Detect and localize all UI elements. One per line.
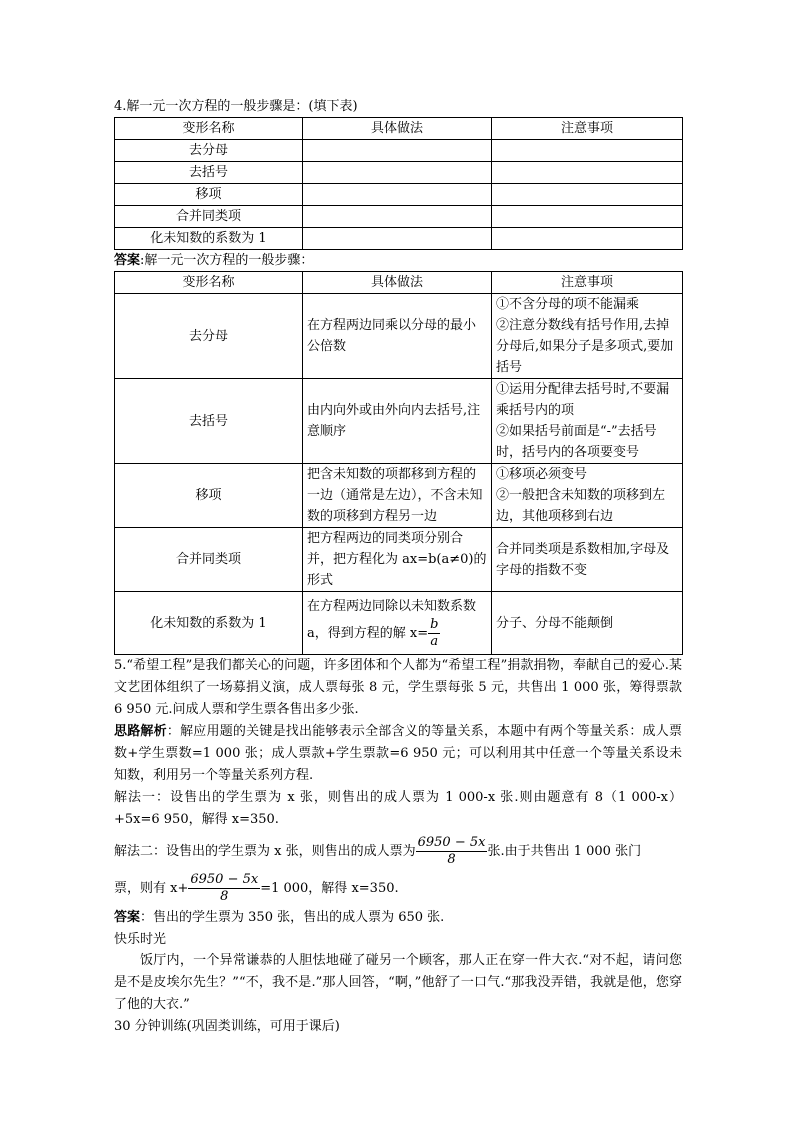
blank-cell[interactable]	[303, 140, 492, 162]
row-label: 去括号	[115, 162, 303, 184]
step-method: 把方程两边的同类项分别合并，把方程化为 ax=b(a≠0)的形式	[303, 528, 492, 592]
answer-table	[114, 271, 683, 655]
note: ②注意分数线有括号作用,去掉分母后,如果分子是多项式,要加括号	[496, 318, 674, 375]
fraction-numerator: 6950 − 5x	[190, 872, 259, 887]
fill-table	[114, 117, 683, 250]
answer-label: 答案	[114, 253, 141, 268]
blank-cell[interactable]	[492, 184, 683, 206]
row-label: 合并同类项	[115, 206, 303, 228]
table-header: 变形名称	[115, 272, 303, 294]
fraction-numerator: 6950 − 5x	[417, 835, 486, 850]
table-row	[115, 184, 683, 206]
step-method: 由内向外或由外向内去括号,注意顺序	[303, 379, 492, 464]
table-row	[115, 528, 683, 592]
table-row	[115, 140, 683, 162]
method-text: 在方程两边同除以未知数系数 a，得到方程的解 x=	[307, 599, 477, 641]
method2-text: 解法二：设售出的学生票为 x 张，则售出的成人票为	[114, 844, 416, 859]
happy-story: 饭厅内，一个异常谦恭的人胆怯地碰了碰另一个顾客，那人正在穿一件大衣.“对不起，请问您是不是皮埃尔先生？”“不，我不是.”那人回答，“啊，”他舒了一口气.“那我没弄错，我就是他，您穿了他的大衣.”	[114, 953, 682, 1012]
hint-text: ：解应用题的关键是找出能够表示全部含义的等量关系，本题中有两个等量关系：成人票数+学生票数=1 000 张；成人票款+学生票款=6 950 元；可以利用其中任意一个等量关系设未知数，利用另一个等量关系列方程.	[114, 724, 682, 783]
answer-title	[114, 250, 682, 271]
table-header: 注意事项	[492, 118, 683, 140]
step-name: 去括号	[115, 379, 303, 464]
blank-cell[interactable]	[303, 184, 492, 206]
table-row	[115, 228, 683, 250]
blank-cell[interactable]	[303, 162, 492, 184]
blank-cell[interactable]	[303, 206, 492, 228]
row-label: 化未知数的系数为 1	[115, 228, 303, 250]
fraction	[428, 617, 440, 650]
blank-cell[interactable]	[303, 228, 492, 250]
footer-title: 30 分钟训练(巩固类训练，可用于课后)	[114, 1019, 340, 1034]
blank-cell[interactable]	[492, 206, 683, 228]
step-name: 合并同类项	[115, 528, 303, 592]
row-label: 去分母	[115, 140, 303, 162]
table-row	[115, 592, 683, 655]
answer-label: 答案	[114, 910, 141, 925]
step-method: 把含未知数的项都移到方程的一边（通常是左边），不含未知数的项移到方程另一边	[303, 464, 492, 528]
note: ①不含分母的项不能漏乘	[496, 297, 640, 312]
q5-hint	[114, 721, 682, 787]
fraction-denominator: 8	[447, 852, 456, 867]
blank-cell[interactable]	[492, 228, 683, 250]
step-name: 去分母	[115, 294, 303, 379]
answer-title-text: :解一元一次方程的一般步骤：	[140, 253, 314, 268]
row-label: 移项	[115, 184, 303, 206]
answer-text: ：售出的学生票为 350 张，售出的成人票为 650 张.	[140, 910, 445, 925]
step-notes	[492, 464, 683, 528]
q4-title: 4.解一元一次方程的一般步骤是：(填下表)	[114, 99, 358, 114]
q5-method2	[114, 835, 682, 868]
fraction-denominator: 8	[220, 889, 229, 904]
table-row	[115, 379, 683, 464]
table-header: 变形名称	[115, 118, 303, 140]
step-notes	[492, 294, 683, 379]
step-notes: 合并同类项是系数相加,字母及字母的指数不变	[492, 528, 683, 592]
note: ②一般把含未知数的项移到左边，其他项移到右边	[496, 488, 666, 524]
step-name: 移项	[115, 464, 303, 528]
table-header: 具体做法	[303, 272, 492, 294]
note: ②如果括号前面是“-”去括号时，括号内的各项要变号	[496, 424, 657, 460]
fraction-denominator: a	[430, 634, 439, 649]
happy-title: 快乐时光	[114, 932, 167, 947]
q5-answer	[114, 907, 682, 929]
step-notes: 分子、分母不能颠倒	[492, 592, 683, 655]
q5-text: 5.“希望工程”是我们都关心的问题，许多团体和个人都为“希望工程”捐款捐物，奉献自己的爱心.某文艺团体组织了一场募捐义演，成人票每张 8 元，学生票每张 5 元，共售出 1 000 张，筹得票款 6 950 元.问成人票和学生票各售出多少张.	[114, 658, 682, 717]
method2-text: 票，则有 x+	[114, 881, 189, 896]
note: ①运用分配律去括号时,不要漏乘括号内的项	[496, 382, 670, 418]
hint-label: 思路解析	[114, 724, 167, 739]
fraction	[416, 835, 488, 868]
blank-cell[interactable]	[492, 140, 683, 162]
fraction	[188, 872, 260, 905]
q5-method1: 解法一：设售出的学生票为 x 张，则售出的成人票为 1 000-x 张.则由题意有 8（1 000-x）+5x=6 950，解得 x=350.	[114, 790, 682, 827]
table-row	[115, 464, 683, 528]
method2-text: 张.由于共售出 1 000 张门	[487, 844, 642, 859]
step-method: 在方程两边同乘以分母的最小公倍数	[303, 294, 492, 379]
fraction-numerator: b	[430, 617, 439, 632]
blank-cell[interactable]	[492, 162, 683, 184]
table-row	[115, 294, 683, 379]
q5-method2-cont	[114, 872, 682, 905]
page	[114, 96, 682, 1037]
note: ①移项必须变号	[496, 467, 588, 482]
table-header: 具体做法	[303, 118, 492, 140]
step-notes	[492, 379, 683, 464]
method2-text: =1 000，解得 x=350.	[260, 881, 399, 896]
table-header: 注意事项	[492, 272, 683, 294]
step-method	[303, 592, 492, 655]
table-row	[115, 206, 683, 228]
table-row	[115, 162, 683, 184]
step-name: 化未知数的系数为 1	[115, 592, 303, 655]
